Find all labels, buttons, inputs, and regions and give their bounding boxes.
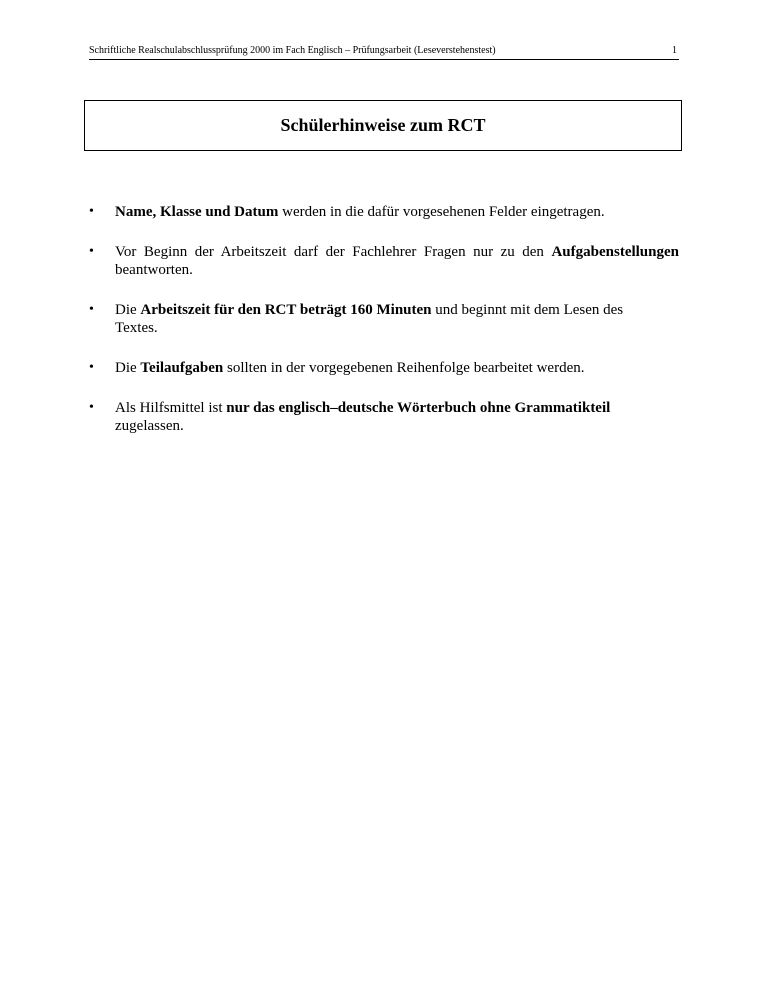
list-item — [89, 243, 679, 279]
item-text: zugelassen. — [115, 418, 184, 434]
item-text: sollten in der vorgegebenen Reihenfolge bearbeitet werden. — [223, 360, 585, 376]
item-text: Als Hilfsmittel ist — [115, 400, 227, 416]
item-text: werden in die dafür vorgesehenen Felder eingetragen. — [278, 204, 605, 220]
instruction-list — [89, 203, 679, 435]
bold-text: Name, Klasse und Datum — [115, 204, 279, 220]
list-item — [89, 301, 679, 337]
bold-text: Arbeitszeit für den RCT beträgt 160 Minuten — [140, 302, 432, 318]
item-text: Textes. — [115, 320, 158, 336]
header-title: Schriftliche Realschulabschlussprüfung 2000 im Fach Englisch – Prüfungsarbeit (Leseverstehenstest) — [89, 45, 496, 56]
list-item — [89, 359, 679, 377]
bullet-icon: • — [89, 302, 94, 317]
item-text: und beginnt mit dem Lesen des — [431, 302, 624, 318]
bold-text: Teilaufgaben — [140, 360, 224, 376]
list-item — [89, 399, 679, 435]
page-number: 1 — [672, 45, 677, 56]
bullet-icon: • — [89, 204, 94, 219]
item-text: Vor Beginn der Arbeitszeit darf der Fachlehrer Fragen nur zu den — [115, 244, 552, 260]
bold-text: nur das englisch–deutsche Wörterbuch ohne Grammatikteil — [226, 400, 611, 416]
item-text: Die — [115, 302, 141, 318]
bullet-icon: • — [89, 360, 94, 375]
item-text: beantworten. — [115, 262, 193, 278]
bold-text: Aufgabenstellungen — [551, 244, 679, 260]
bullet-icon: • — [89, 244, 94, 259]
page-title: Schülerhinweise zum RCT — [280, 115, 486, 135]
item-text: Die — [115, 360, 141, 376]
list-item — [89, 203, 679, 221]
bullet-icon: • — [89, 400, 94, 415]
title-box — [84, 100, 682, 151]
page-header — [89, 43, 679, 60]
